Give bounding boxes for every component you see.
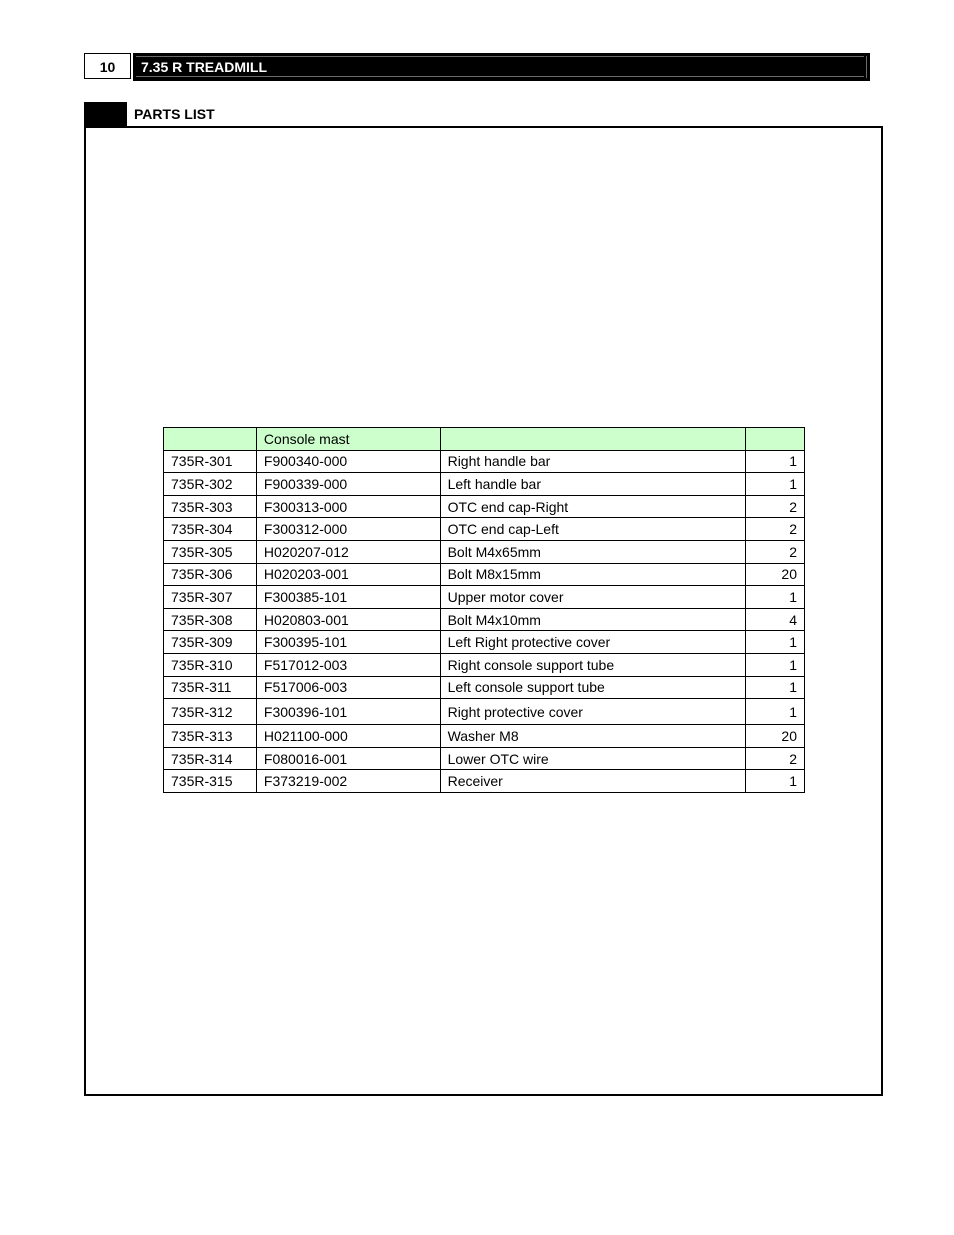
code-cell: F080016-001 bbox=[256, 747, 440, 770]
part-no-cell: 735R-310 bbox=[164, 653, 257, 676]
header-cell-3 bbox=[440, 428, 746, 451]
part-no-cell: 735R-307 bbox=[164, 586, 257, 609]
table-row bbox=[164, 540, 805, 563]
part-no-cell: 735R-308 bbox=[164, 608, 257, 631]
table-row bbox=[164, 676, 805, 699]
description-cell: OTC end cap-Left bbox=[440, 518, 746, 541]
part-no-cell: 735R-303 bbox=[164, 495, 257, 518]
table-header-row bbox=[164, 428, 805, 451]
title-bar bbox=[133, 53, 870, 81]
table-row bbox=[164, 653, 805, 676]
title-bar-rule-bottom bbox=[136, 76, 864, 77]
quantity-cell: 1 bbox=[746, 586, 805, 609]
quantity-cell: 4 bbox=[746, 608, 805, 631]
code-cell: F517006-003 bbox=[256, 676, 440, 699]
code-cell: H020803-001 bbox=[256, 608, 440, 631]
code-cell: H021100-000 bbox=[256, 725, 440, 748]
quantity-cell: 2 bbox=[746, 747, 805, 770]
table-row bbox=[164, 450, 805, 473]
table-row bbox=[164, 563, 805, 586]
quantity-cell: 2 bbox=[746, 540, 805, 563]
table-row bbox=[164, 747, 805, 770]
quantity-cell: 20 bbox=[746, 725, 805, 748]
title-bar-rule-right bbox=[866, 56, 867, 78]
table-row bbox=[164, 725, 805, 748]
header-cell-2: Console mast bbox=[256, 428, 440, 451]
part-no-cell: 735R-312 bbox=[164, 699, 257, 725]
description-cell: Bolt M4x10mm bbox=[440, 608, 746, 631]
quantity-cell: 1 bbox=[746, 473, 805, 496]
description-cell: Washer M8 bbox=[440, 725, 746, 748]
table-row bbox=[164, 608, 805, 631]
description-cell: Receiver bbox=[440, 770, 746, 793]
quantity-cell: 20 bbox=[746, 563, 805, 586]
table-row bbox=[164, 473, 805, 496]
code-cell: F300385-101 bbox=[256, 586, 440, 609]
code-cell: F300312-000 bbox=[256, 518, 440, 541]
quantity-cell: 1 bbox=[746, 676, 805, 699]
description-cell: Left Right protective cover bbox=[440, 631, 746, 654]
page-header bbox=[84, 53, 870, 81]
part-no-cell: 735R-309 bbox=[164, 631, 257, 654]
description-cell: Right handle bar bbox=[440, 450, 746, 473]
part-no-cell: 735R-301 bbox=[164, 450, 257, 473]
table-row bbox=[164, 631, 805, 654]
section-marker-block bbox=[84, 102, 127, 126]
description-cell: Right protective cover bbox=[440, 699, 746, 725]
quantity-cell: 1 bbox=[746, 699, 805, 725]
code-cell: H020207-012 bbox=[256, 540, 440, 563]
page-number: 10 bbox=[84, 53, 131, 79]
quantity-cell: 2 bbox=[746, 495, 805, 518]
description-cell: Bolt M4x65mm bbox=[440, 540, 746, 563]
header-cell-4 bbox=[746, 428, 805, 451]
description-cell: Left console support tube bbox=[440, 676, 746, 699]
header-cell-1 bbox=[164, 428, 257, 451]
part-no-cell: 735R-306 bbox=[164, 563, 257, 586]
code-cell: F300313-000 bbox=[256, 495, 440, 518]
description-cell: Lower OTC wire bbox=[440, 747, 746, 770]
quantity-cell: 1 bbox=[746, 770, 805, 793]
code-cell: F300395-101 bbox=[256, 631, 440, 654]
table-row bbox=[164, 495, 805, 518]
part-no-cell: 735R-302 bbox=[164, 473, 257, 496]
quantity-cell: 2 bbox=[746, 518, 805, 541]
table-row bbox=[164, 770, 805, 793]
quantity-cell: 1 bbox=[746, 450, 805, 473]
section-title: PARTS LIST bbox=[134, 106, 215, 122]
table-row bbox=[164, 699, 805, 725]
description-cell: Left handle bar bbox=[440, 473, 746, 496]
part-no-cell: 735R-305 bbox=[164, 540, 257, 563]
title-bar-rule-top bbox=[136, 56, 864, 57]
code-cell: F900340-000 bbox=[256, 450, 440, 473]
part-no-cell: 735R-304 bbox=[164, 518, 257, 541]
table-row bbox=[164, 518, 805, 541]
document-title: 7.35 R TREADMILL bbox=[141, 59, 268, 75]
code-cell: H020203-001 bbox=[256, 563, 440, 586]
code-cell: F900339-000 bbox=[256, 473, 440, 496]
quantity-cell: 1 bbox=[746, 631, 805, 654]
code-cell: F373219-002 bbox=[256, 770, 440, 793]
quantity-cell: 1 bbox=[746, 653, 805, 676]
part-no-cell: 735R-313 bbox=[164, 725, 257, 748]
table-row bbox=[164, 586, 805, 609]
part-no-cell: 735R-315 bbox=[164, 770, 257, 793]
description-cell: Right console support tube bbox=[440, 653, 746, 676]
description-cell: Bolt M8x15mm bbox=[440, 563, 746, 586]
part-no-cell: 735R-314 bbox=[164, 747, 257, 770]
description-cell: Upper motor cover bbox=[440, 586, 746, 609]
part-no-cell: 735R-311 bbox=[164, 676, 257, 699]
code-cell: F517012-003 bbox=[256, 653, 440, 676]
section-header bbox=[84, 102, 883, 126]
parts-table bbox=[163, 427, 805, 793]
code-cell: F300396-101 bbox=[256, 699, 440, 725]
description-cell: OTC end cap-Right bbox=[440, 495, 746, 518]
